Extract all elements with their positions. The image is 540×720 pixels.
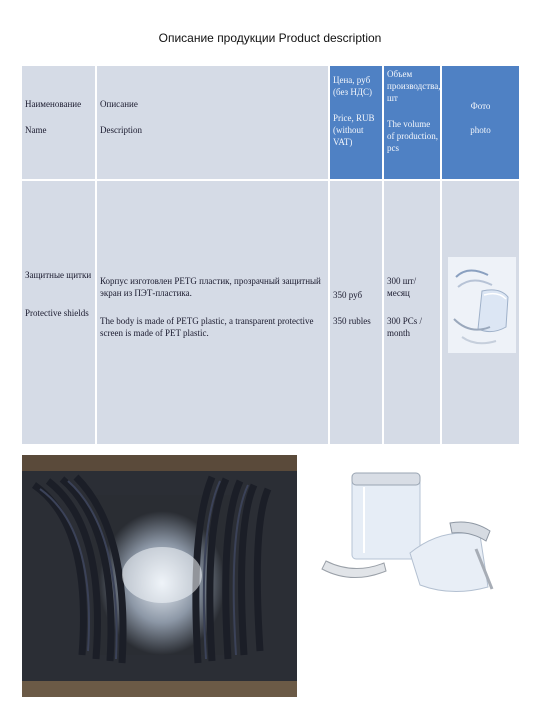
- header-desc-cell: [97, 66, 328, 179]
- header-desc-en: Description: [100, 125, 142, 135]
- header-volume-en: The volume of production, pcs: [387, 119, 438, 153]
- face-shield-photo: [448, 257, 516, 353]
- row-name-ru: Защитные щитки: [25, 270, 92, 280]
- row-name-cell: [22, 181, 95, 444]
- row-desc-en: The body is made of PETG plastic, a transparent protective screen is made of PET plastic.: [100, 316, 314, 338]
- header-volume-cell: [384, 66, 440, 179]
- header-photo-cell: [442, 66, 519, 179]
- row-photo-cell: [442, 181, 519, 444]
- row-desc-cell: [97, 181, 328, 444]
- row-volume-en: 300 PCs / month: [387, 316, 423, 338]
- row-volume-ru: 300 шт/месяц: [387, 276, 417, 298]
- header-desc-ru: Описание: [100, 99, 138, 109]
- production-photo: [22, 455, 297, 697]
- row-price-ru: 350 руб: [333, 290, 363, 300]
- row-price-cell: [330, 181, 382, 444]
- page-title: Описание продукции Product description: [158, 31, 382, 45]
- row-name-en: Protective shields: [25, 308, 89, 318]
- header-name-cell: [22, 66, 95, 179]
- header-photo-en: photo: [470, 125, 491, 135]
- header-name-en: Name: [25, 125, 47, 135]
- header-price-cell: [330, 66, 382, 179]
- row-volume-cell: [384, 181, 440, 444]
- product-table: [22, 66, 519, 444]
- production-photo-art: [22, 455, 297, 697]
- row-desc-ru: Корпус изготовлен PETG пластик, прозрачный защитный экран из ПЭТ-пластика.: [100, 276, 321, 298]
- header-price-ru: Цена, руб (без НДС): [333, 75, 373, 97]
- product-photo-art: [312, 457, 512, 605]
- row-price-en: 350 rubles: [333, 316, 371, 326]
- header-price-en: Price, RUB (without VAT): [333, 113, 375, 147]
- header-photo-ru: Фото: [470, 101, 491, 111]
- header-name-ru: Наименование: [25, 99, 82, 109]
- header-volume-ru: Объем производства, шт: [387, 69, 441, 103]
- product-photo: [312, 457, 512, 605]
